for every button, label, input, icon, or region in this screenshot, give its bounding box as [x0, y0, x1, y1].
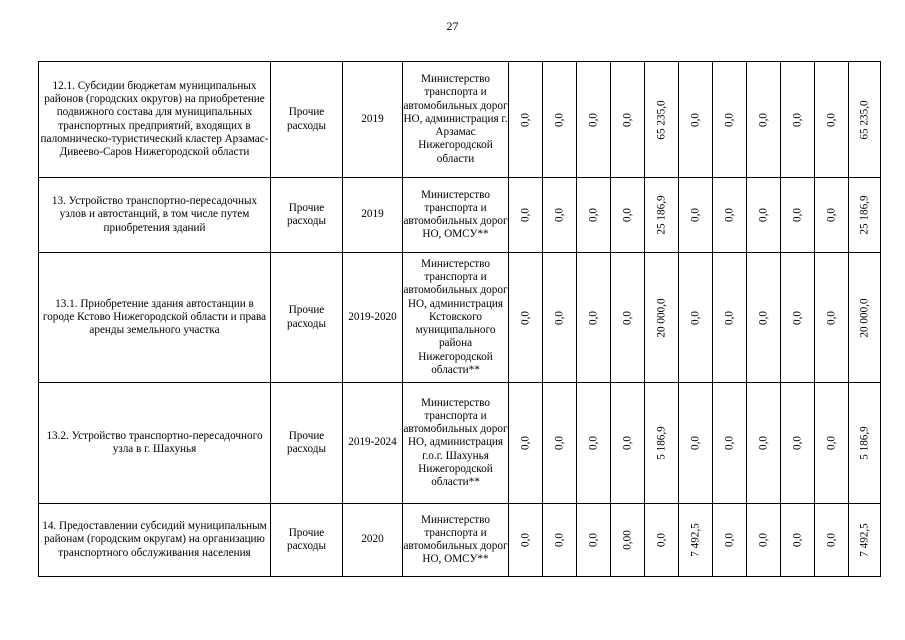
page-number: 27	[446, 19, 459, 33]
amount-cell	[679, 253, 713, 383]
amount-cell	[849, 62, 881, 178]
period-years: 2019	[343, 62, 403, 178]
amount-value: 0,0	[586, 112, 599, 127]
amount-cell	[815, 62, 849, 178]
amount-cell	[747, 178, 781, 253]
amount-cell	[781, 178, 815, 253]
amount-value: 0,0	[552, 208, 565, 222]
amount-value: 0,0	[722, 533, 735, 547]
amount-value: 0,0	[790, 310, 803, 325]
responsible-body: Министерство транспорта и автомобильных дорог НО, администрация Кстовского муниципального района Нижегородской области**	[403, 253, 509, 383]
amount-value: 0,0	[756, 533, 769, 547]
table-row	[39, 178, 881, 253]
table-row	[39, 383, 881, 504]
amount-value: 0,0	[688, 208, 701, 222]
amount-value: 0,0	[722, 310, 735, 325]
amount-cell	[815, 383, 849, 504]
responsible-body: Министерство транспорта и автомобильных дорог НО, ОМСУ**	[403, 504, 509, 577]
amount-cell	[815, 253, 849, 383]
amount-value: 25 186,9	[654, 195, 667, 235]
amount-value: 0,0	[586, 533, 599, 547]
amount-value: 0,0	[552, 310, 565, 325]
amount-value: 0,0	[586, 310, 599, 325]
amount-cell	[611, 253, 645, 383]
amount-value: 0,0	[688, 112, 701, 127]
amount-value: 0,0	[518, 533, 531, 547]
amount-cell	[781, 504, 815, 577]
responsible-body: Министерство транспорта и автомобильных дорог НО, администрация г. Арзамас Нижегородской области	[403, 62, 509, 178]
amount-cell	[713, 62, 747, 178]
activity-description: 12.1. Субсидии бюджетам муниципальных районов (городских округов) на приобретение подвижного состава для муниципальных транспортных предприятий, входящих в паломническо-туристический кластер Арзамас-Дивеево-Саров Нижегородской области	[39, 62, 271, 178]
amount-cell	[781, 62, 815, 178]
amount-cell	[645, 253, 679, 383]
amount-cell	[611, 62, 645, 178]
amount-value: 0,0	[824, 310, 837, 325]
expense-type: Прочие расходы	[271, 383, 343, 504]
responsible-body: Министерство транспорта и автомобильных дорог НО, ОМСУ**	[403, 178, 509, 253]
amount-value: 20 000,0	[857, 297, 870, 338]
amount-value: 65 235,0	[654, 99, 667, 140]
expense-type: Прочие расходы	[271, 504, 343, 577]
amount-value: 0,00	[620, 530, 633, 550]
amount-cell	[611, 504, 645, 577]
amount-cell	[509, 178, 543, 253]
amount-cell	[611, 383, 645, 504]
amount-cell	[679, 504, 713, 577]
amount-cell	[781, 253, 815, 383]
amount-cell	[543, 504, 577, 577]
table-row	[39, 253, 881, 383]
program-table	[38, 61, 881, 577]
responsible-body: Министерство транспорта и автомобильных дорог НО, администрация г.о.г. Шахунья Нижегородской области**	[403, 383, 509, 504]
amount-value: 0,0	[586, 436, 599, 450]
amount-value: 0,0	[824, 533, 837, 547]
period-years: 2019	[343, 178, 403, 253]
amount-cell	[713, 253, 747, 383]
amount-value: 0,0	[824, 208, 837, 222]
amount-cell	[509, 253, 543, 383]
amount-value: 0,0	[790, 208, 803, 222]
amount-value: 0,0	[552, 436, 565, 450]
amount-cell	[645, 504, 679, 577]
table-row	[39, 62, 881, 178]
amount-value: 0,0	[722, 112, 735, 127]
amount-cell	[747, 504, 781, 577]
expense-type: Прочие расходы	[271, 253, 343, 383]
amount-value: 0,0	[518, 310, 531, 325]
amount-cell	[849, 383, 881, 504]
amount-cell	[543, 62, 577, 178]
amount-value: 25 186,9	[857, 195, 870, 235]
amount-cell	[577, 383, 611, 504]
amount-cell	[509, 504, 543, 577]
amount-cell	[577, 253, 611, 383]
amount-cell	[849, 178, 881, 253]
table-row	[39, 504, 881, 577]
amount-cell	[747, 253, 781, 383]
amount-cell	[849, 253, 881, 383]
amount-value: 0,0	[552, 112, 565, 127]
amount-cell	[577, 178, 611, 253]
amount-cell	[781, 383, 815, 504]
amount-value: 0,0	[654, 533, 667, 547]
amount-value: 5 186,9	[857, 426, 870, 460]
activity-description: 13.2. Устройство транспортно-пересадочного узла в г. Шахунья	[39, 383, 271, 504]
amount-cell	[713, 504, 747, 577]
amount-value: 0,0	[688, 310, 701, 325]
amount-value: 0,0	[688, 436, 701, 450]
amount-cell	[849, 504, 881, 577]
amount-value: 0,0	[518, 112, 531, 127]
amount-value: 0,0	[790, 533, 803, 547]
expense-type: Прочие расходы	[271, 178, 343, 253]
amount-value: 0,0	[790, 112, 803, 127]
amount-value: 0,0	[756, 208, 769, 222]
amount-value: 0,0	[620, 436, 633, 450]
amount-value: 0,0	[722, 208, 735, 222]
amount-value: 7 492,5	[688, 523, 701, 557]
amount-cell	[747, 383, 781, 504]
amount-cell	[713, 178, 747, 253]
amount-value: 0,0	[620, 112, 633, 127]
amount-cell	[611, 178, 645, 253]
amount-value: 7 492,5	[857, 523, 870, 557]
amount-value: 0,0	[586, 208, 599, 222]
amount-cell	[543, 178, 577, 253]
amount-value: 20 000,0	[654, 297, 667, 338]
period-years: 2019-2024	[343, 383, 403, 504]
period-years: 2019-2020	[343, 253, 403, 383]
amount-cell	[577, 504, 611, 577]
expense-type: Прочие расходы	[271, 62, 343, 178]
amount-value: 5 186,9	[654, 426, 667, 460]
amount-cell	[679, 62, 713, 178]
amount-cell	[645, 383, 679, 504]
amount-cell	[747, 62, 781, 178]
activity-description: 13.1. Приобретение здания автостанции в городе Кстово Нижегородской области и права аренды земельного участка	[39, 253, 271, 383]
amount-cell	[815, 504, 849, 577]
activity-description: 13. Устройство транспортно-пересадочных узлов и автостанций, в том числе путем приобретения зданий	[39, 178, 271, 253]
amount-value: 65 235,0	[857, 99, 870, 140]
amount-value: 0,0	[790, 436, 803, 450]
amount-value: 0,0	[824, 436, 837, 450]
amount-value: 0,0	[756, 310, 769, 325]
amount-cell	[679, 178, 713, 253]
activity-description: 14. Предоставлении субсидий муниципальным районам (городским округам) на организацию транспортного обслуживания населения	[39, 504, 271, 577]
amount-cell	[679, 383, 713, 504]
amount-value: 0,0	[620, 310, 633, 325]
amount-value: 0,0	[722, 436, 735, 450]
amount-value: 0,0	[756, 436, 769, 450]
amount-value: 0,0	[518, 436, 531, 450]
amount-cell	[509, 383, 543, 504]
amount-cell	[815, 178, 849, 253]
amount-cell	[713, 383, 747, 504]
amount-cell	[543, 383, 577, 504]
amount-value: 0,0	[756, 112, 769, 127]
amount-cell	[543, 253, 577, 383]
amount-cell	[577, 62, 611, 178]
amount-value: 0,0	[552, 533, 565, 547]
period-years: 2020	[343, 504, 403, 577]
amount-cell	[645, 178, 679, 253]
amount-cell	[509, 62, 543, 178]
amount-value: 0,0	[620, 208, 633, 222]
amount-cell	[645, 62, 679, 178]
amount-value: 0,0	[518, 208, 531, 222]
amount-value: 0,0	[824, 112, 837, 127]
